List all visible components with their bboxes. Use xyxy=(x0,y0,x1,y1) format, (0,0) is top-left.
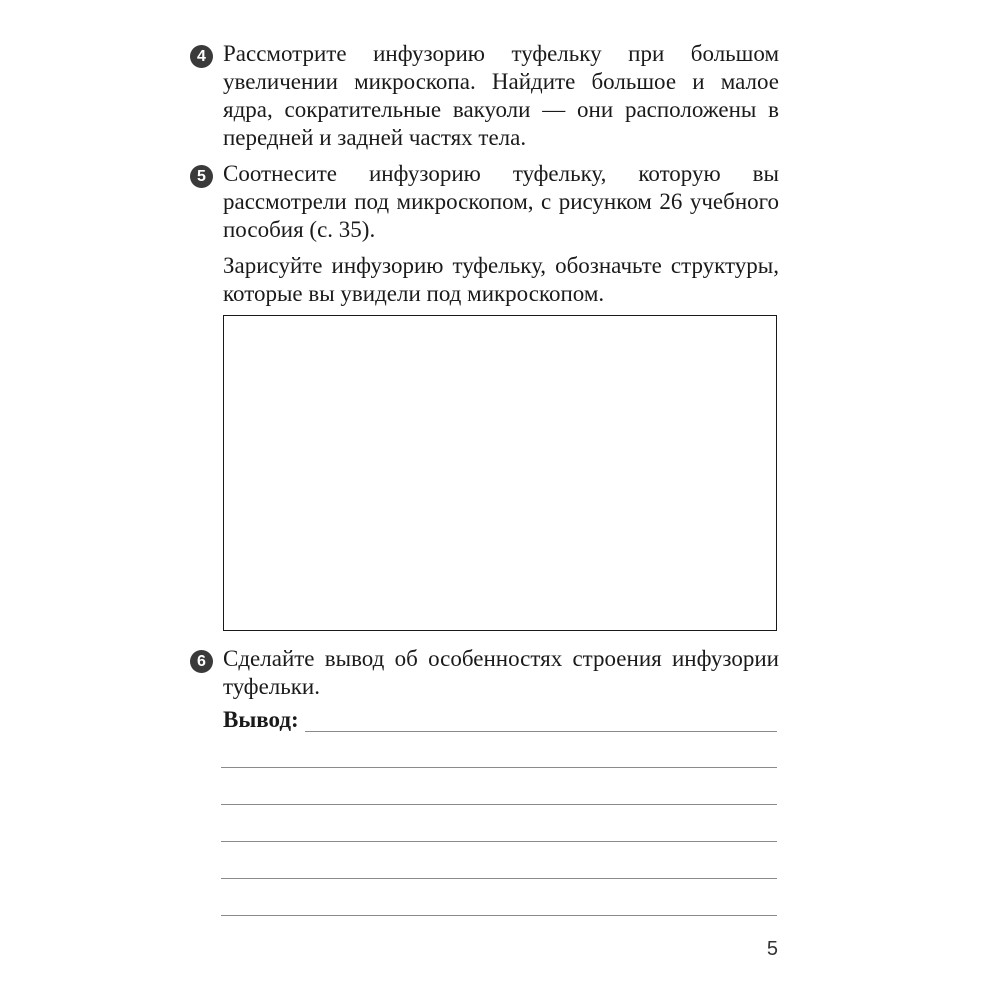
task-5 xyxy=(190,160,790,308)
task-5-paragraph-2: Зарисуйте инфузорию туфельку, обозначьте структуры, которые вы увидели под микроскопом. xyxy=(223,253,779,306)
page-number: 5 xyxy=(766,938,778,960)
conclusion-section xyxy=(223,706,779,734)
answer-line-5[interactable] xyxy=(221,878,777,879)
answer-line-6[interactable] xyxy=(221,915,777,916)
task-5-paragraph-1: Соотнесите инфузорию туфельку, которую вы рассмотрели под микроскопом, с рисунком 26 учебного пособия (с. 35). xyxy=(223,161,779,242)
task-6 xyxy=(190,645,790,701)
drawing-area[interactable] xyxy=(223,315,777,631)
task-6-text xyxy=(223,645,779,701)
task-number-badge: 4 xyxy=(190,45,213,68)
task-number-badge: 5 xyxy=(190,165,213,188)
conclusion-label: Вывод: xyxy=(223,707,299,732)
task-6-paragraph-1: Сделайте вывод об особенностях строения инфузории туфельки. xyxy=(223,646,779,699)
answer-line-3[interactable] xyxy=(221,804,777,805)
answer-line-1[interactable] xyxy=(305,731,777,732)
task-5-text xyxy=(223,160,779,308)
answer-line-4[interactable] xyxy=(221,841,777,842)
task-4-paragraph-1: Рассмотрите инфузорию туфельку при большом увеличении микроскопа. Найдите большое и малое ядра, сократительные вакуоли — они расположены в передней и задней частях тела. xyxy=(223,41,779,150)
task-4 xyxy=(190,40,790,152)
task-number-badge: 6 xyxy=(190,650,213,673)
task-4-text xyxy=(223,40,779,152)
answer-line-2[interactable] xyxy=(221,767,777,768)
